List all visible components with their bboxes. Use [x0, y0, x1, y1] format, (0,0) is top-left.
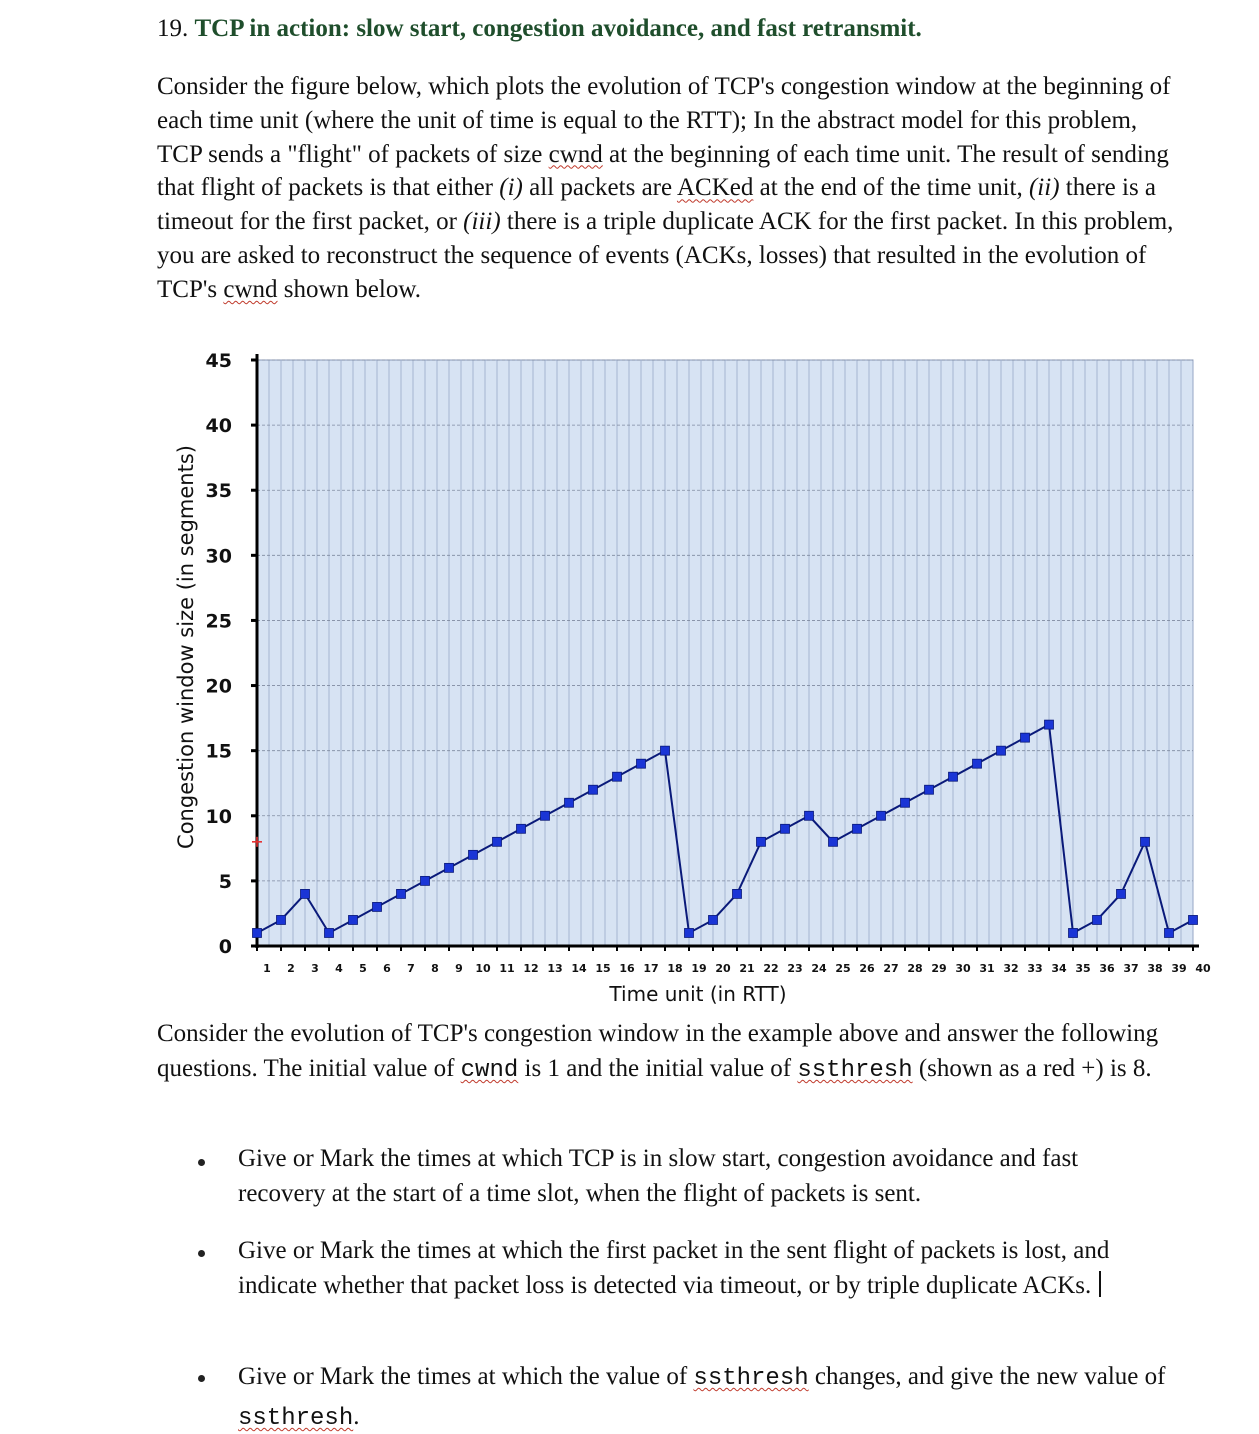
x-tick-label: 29 [931, 962, 947, 975]
ssthresh-term: ssthresh [797, 1057, 913, 1084]
cwnd-data-point [397, 889, 406, 898]
cwnd-data-point [541, 811, 550, 820]
cwnd-data-point [949, 772, 958, 781]
cwnd-data-point [925, 785, 934, 794]
x-tick-label: 13 [547, 962, 563, 975]
y-tick-label: 25 [205, 610, 232, 633]
followup-text-2: is 1 and the initial value of [518, 1055, 798, 1082]
x-axis-title: Time unit (in RTT) [609, 982, 787, 1006]
cwnd-data-point [1165, 928, 1174, 937]
y-tick-label: 40 [205, 415, 232, 438]
cwnd-data-point [997, 746, 1006, 755]
cwnd-data-point [1021, 733, 1030, 742]
y-tick-label: 15 [205, 740, 232, 763]
cwnd-data-point [733, 889, 742, 898]
intro-text-7: shown below. [277, 275, 422, 303]
x-tick-label: 31 [979, 962, 995, 975]
x-tick-label: 9 [455, 962, 463, 975]
x-tick-label: 21 [739, 962, 755, 975]
cwnd-data-point [253, 928, 262, 937]
y-tick-label: 10 [205, 805, 232, 828]
bullet-icon [198, 1159, 205, 1166]
cwnd-data-point [637, 759, 646, 768]
cwnd-data-point [1189, 915, 1198, 924]
intro-text-6: there is a triple duplicate ACK for the first packet. In this problem, you are asked to reconstruct the sequence of events (ACKs, losses) that resulted in the evolution of TCP's [157, 208, 1174, 303]
y-tick-label: 20 [205, 675, 232, 698]
cwnd-data-point [469, 850, 478, 859]
cwnd-data-point [877, 811, 886, 820]
x-tick-label: 27 [883, 962, 899, 975]
question-item-3-text-1: Give or Mark the times at which the value of [238, 1363, 694, 1390]
x-tick-label: 1 [263, 962, 271, 975]
x-tick-label: 3 [311, 962, 319, 975]
x-tick-label: 10 [475, 962, 491, 975]
x-tick-label: 2 [287, 962, 295, 975]
x-tick-label: 40 [1195, 962, 1211, 975]
intro-text-4: at the end of the time unit, [753, 174, 1029, 202]
intro-text-3: all packets are [522, 174, 677, 202]
x-tick-label: 25 [835, 962, 851, 975]
question-item-2-text: Give or Mark the times at which the first packet in the sent flight of packets is lost, and indicate whether that packet loss is detected via timeout, or by triple duplicate ACKs. [238, 1237, 1110, 1299]
question-item-2[interactable] [238, 1234, 1168, 1303]
followup-text-1: Consider the evolution of TCP's congestion window in the example above and answer the following questions. The initial value of [157, 1020, 1159, 1082]
question-item-1[interactable]: Give or Mark the times at which TCP is in slow start, congestion avoidance and fast recovery at the start of a time slot, when the flight of packets is sent. [238, 1145, 1079, 1207]
ssthresh-term: ssthresh [238, 1405, 354, 1432]
question-item-3-text-2: changes, and give the new value of [808, 1363, 1166, 1390]
x-tick-label: 18 [667, 962, 683, 975]
x-tick-label: 36 [1099, 962, 1115, 975]
x-tick-label: 33 [1027, 962, 1043, 975]
cwnd-data-point [445, 863, 454, 872]
x-tick-label: 34 [1051, 962, 1067, 975]
x-tick-label: 39 [1171, 962, 1187, 975]
followup-text-3: (shown as a red +) is 8. [912, 1055, 1152, 1082]
cwnd-term: cwnd [548, 140, 603, 168]
acked-term: ACKed [676, 174, 754, 202]
x-tick-label: 4 [335, 962, 343, 975]
x-tick-label: 20 [715, 962, 731, 975]
cwnd-data-point [517, 824, 526, 833]
cwnd-data-point [1045, 720, 1054, 729]
option-ii: (ii) [1028, 174, 1060, 202]
text-cursor [1099, 1271, 1101, 1297]
bullet-icon [198, 1250, 205, 1257]
x-tick-label: 7 [407, 962, 415, 975]
y-tick-label: 0 [218, 936, 232, 958]
cwnd-data-point [589, 785, 598, 794]
question-number: 19. [157, 15, 189, 42]
cwnd-data-point [781, 824, 790, 833]
cwnd-data-point [685, 928, 694, 937]
question-item-3[interactable] [238, 1358, 1168, 1434]
ssthresh-term: ssthresh [693, 1365, 809, 1392]
x-tick-label: 30 [955, 962, 971, 975]
x-tick-label: 32 [1003, 962, 1019, 975]
option-iii: (iii) [463, 208, 501, 236]
cwnd-data-point [973, 759, 982, 768]
x-tick-label: 12 [523, 962, 539, 975]
y-tick-label: 30 [205, 545, 232, 568]
cwnd-data-point [349, 915, 358, 924]
question-title: TCP in action: slow start, congestion avoidance, and fast retransmit. [194, 15, 922, 42]
x-tick-label: 8 [431, 962, 439, 975]
cwnd-data-point [901, 798, 910, 807]
cwnd-term: cwnd [460, 1057, 519, 1084]
x-tick-label: 35 [1075, 962, 1091, 975]
cwnd-data-point [565, 798, 574, 807]
x-tick-label: 26 [859, 962, 875, 975]
x-tick-label: 16 [619, 962, 635, 975]
x-tick-label: 11 [499, 962, 515, 975]
cwnd-data-point [1141, 837, 1150, 846]
cwnd-data-point [1069, 928, 1078, 937]
x-tick-label: 5 [359, 962, 367, 975]
intro-text-5: there is a timeout for the first packet, or [157, 174, 1157, 236]
cwnd-data-point [805, 811, 814, 820]
x-tick-label: 28 [907, 962, 923, 975]
cwnd-data-point [1093, 915, 1102, 924]
cwnd-data-point [493, 837, 502, 846]
x-tick-label: 17 [643, 962, 659, 975]
x-tick-label: 38 [1147, 962, 1163, 975]
cwnd-data-point [1117, 889, 1126, 898]
cwnd-data-point [373, 902, 382, 911]
cwnd-data-point [709, 915, 718, 924]
cwnd-data-point [325, 928, 334, 937]
y-axis-title: Congestion window size (in segments) [174, 445, 198, 849]
cwnd-data-point [853, 824, 862, 833]
x-tick-label: 15 [595, 962, 611, 975]
cwnd-term: cwnd [223, 275, 278, 303]
option-i: (i) [499, 174, 523, 202]
bullet-icon [198, 1375, 205, 1382]
cwnd-data-point [661, 746, 670, 755]
x-tick-label: 37 [1123, 962, 1139, 975]
cwnd-data-point [757, 837, 766, 846]
x-tick-label: 24 [811, 962, 827, 975]
intro-text-2: at the beginning of each time unit. The result of sending that flight of packets is that either [157, 140, 1169, 202]
intro-text-1: Consider the figure below, which plots the evolution of TCP's congestion window at the beginning of each time unit (where the unit of time is equal to the RTT); In the abstract model for this problem, TCP sends a "flight" of packets of size [157, 73, 1171, 168]
x-tick-label: 6 [383, 962, 391, 975]
y-tick-label: 5 [218, 870, 232, 893]
cwnd-data-point [421, 876, 430, 885]
x-tick-label: 22 [763, 962, 779, 975]
x-tick-label: 14 [571, 962, 587, 975]
x-tick-label: 19 [691, 962, 707, 975]
followup-paragraph[interactable] [157, 1016, 1177, 1088]
cwnd-data-point [301, 889, 310, 898]
x-tick-label: 23 [787, 962, 803, 975]
cwnd-data-point [277, 915, 286, 924]
cwnd-data-point [829, 837, 838, 846]
cwnd-data-point [613, 772, 622, 781]
y-tick-label: 35 [205, 480, 232, 503]
y-tick-label: 45 [205, 350, 232, 372]
question-item-3-text-3: . [353, 1403, 360, 1430]
